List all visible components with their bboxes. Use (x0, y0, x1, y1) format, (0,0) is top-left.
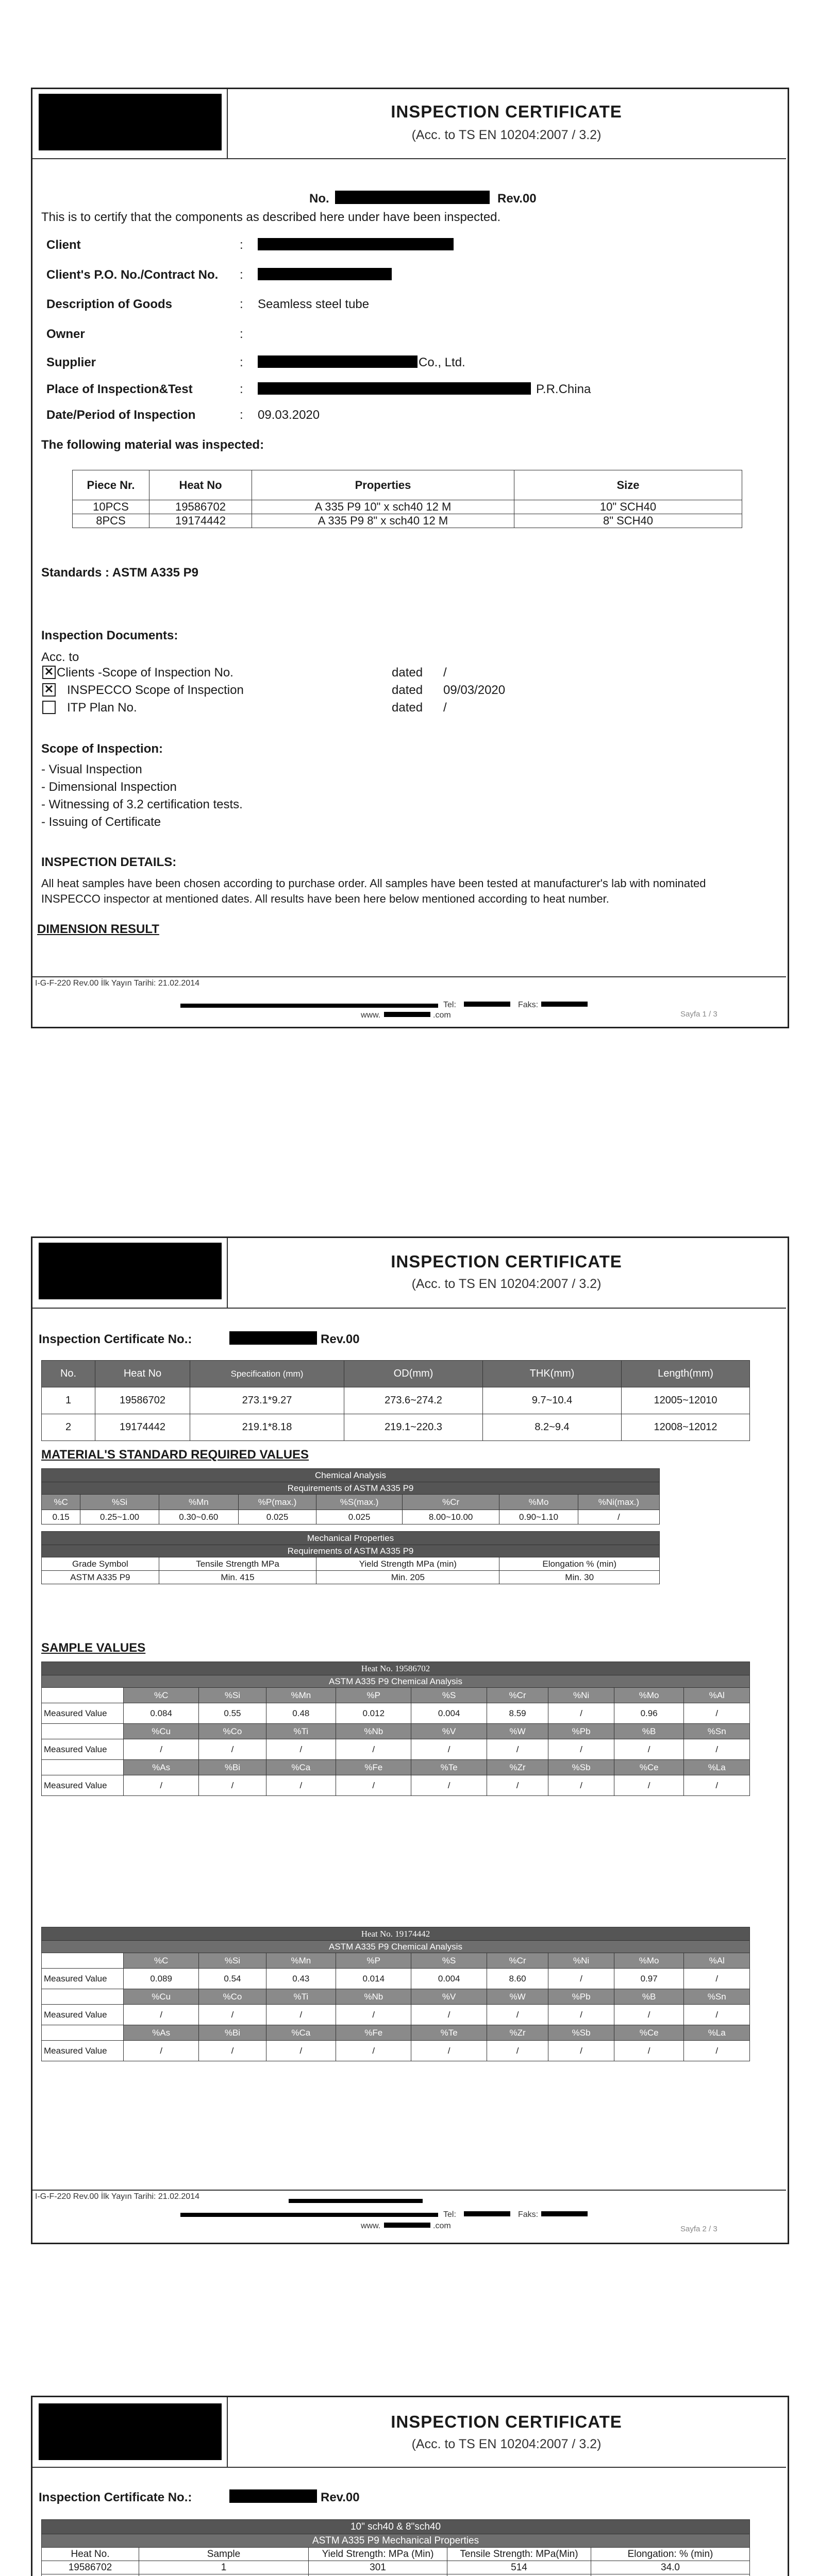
mechanical-results-table: 10" sch40 & 8"sch40 ASTM A335 P9 Mechanical Properties Heat No. Sample Yield Strength: MPa (Min) Tensile Strength: MPa(Min) Elongation: % (min) 19586702 1 301 514 34.0 (41, 2519, 750, 2576)
form-code: I-G-F-220 Rev.00 İlk Yayın Tarihi: 21.02.2014 (35, 2192, 199, 2201)
rev-label: Rev.00 (497, 192, 537, 206)
field-label: Client (46, 238, 81, 252)
field-label: Place of Inspection&Test (46, 382, 193, 396)
material-heading: The following material was inspected: (41, 438, 264, 452)
dimension-table: No. Heat No Specification (mm) OD(mm) THK(mm) Length(mm) 1 19586702 273.1*9.27 273.6~274.2 9.7~10.4 12005~12010 2 19174442 219.1*8.18 219.1~220.3 8.2~9.4 12008~12012 (41, 1360, 750, 1441)
doc-checkbox[interactable]: ✕ (42, 683, 56, 697)
details-text: INSPECCO inspector at mentioned dates. All results have been here below mentioned according to heat number. (41, 892, 609, 905)
chemical-requirements-table: Chemical Analysis Requirements of ASTM A335 P9 %C %Si %Mn %P(max.) %S(max.) %Cr %Mo %Ni(max.) 0.15 0.25~1.00 0.30~0.60 0.025 0.025 8.00~10.00 0.90~1.10 / Mechanical Properties Requirements of ASTM A335 P9 Grade Symbol Tensile Strength MPa Yield Strength MPa (min) Elongation % (min) ASTM A335 P9 Min. 415 Min. 205 Min. 30 (41, 1468, 660, 1584)
doc-label: INSPECCO Scope of Inspection (67, 683, 244, 697)
form-code: I-G-F-220 Rev.00 İlk Yayın Tarihi: 21.02.2014 (35, 979, 199, 988)
logo-redaction (39, 2403, 222, 2460)
table-row: 1 19586702 273.1*9.27 273.6~274.2 9.7~10.4 12005~12010 (42, 1387, 750, 1414)
table-row: 8PCS 19174442 A 335 P9 8" x sch40 12 M 8" SCH40 (73, 514, 742, 528)
certify-text: This is to certify that the components as described here under have been inspected. (41, 210, 501, 224)
standards-line: Standards : ASTM A335 P9 (41, 566, 198, 580)
page-number: Sayfa 1 / 3 (680, 1010, 717, 1019)
cert-no-label: No. (309, 192, 329, 206)
page-number: Sayfa 2 / 3 (680, 2225, 717, 2233)
field-label: Client's P.O. No./Contract No. (46, 268, 219, 282)
field-value: 09.03.2020 (258, 408, 320, 422)
cert-no-label: Inspection Certificate No.: (39, 1332, 192, 1346)
doc-checkbox[interactable] (42, 701, 56, 714)
doc-label: ITP Plan No. (67, 701, 137, 715)
sample-table-1: Heat No. 19586702 ASTM A335 P9 Chemical Analysis %C %Si %Mn %P %S %Cr %Ni %Mo %Al Measured Value 0.084 0.55 0.48 0.012 0.004 8.59 / 0.96 / %Cu %Co %Ti %Nb %V %W %Pb %B %Sn Measured Value / / / / / / / / / %As %Bi %Ca %Fe %Te %Zr %Sb %Ce %La Measured Value / / / / / / / / / (41, 1662, 750, 1796)
scope-item: - Visual Inspection (41, 762, 142, 776)
page-subtitle: (Acc. to TS EN 10204:2007 / 3.2) (411, 1277, 602, 1291)
rev-label: Rev.00 (321, 1332, 360, 1346)
sample-table-2: Heat No. 19174442 ASTM A335 P9 Chemical Analysis %C %Si %Mn %P %S %Cr %Ni %Mo %Al Measured Value 0.089 0.54 0.43 0.014 0.004 8.60 / 0.97 / %Cu %Co %Ti %Nb %V %W %Pb %B %Sn Measured Value / / / / / / / / / %As %Bi %Ca %Fe %Te %Zr %Sb %Ce %La Measured Value / / / / / / / / / (41, 1927, 750, 2061)
page-title: INSPECTION CERTIFICATE (391, 1252, 622, 1271)
field-value: Co., Ltd. (419, 355, 465, 369)
scope-heading: Scope of Inspection: (41, 742, 163, 756)
sample-heading: SAMPLE VALUES (41, 1641, 146, 1655)
dimension-result-heading: DIMENSION RESULT (37, 922, 159, 936)
table-row: 10PCS 19586702 A 335 P9 10" x sch40 12 M 10" SCH40 (73, 500, 742, 514)
field-label: Date/Period of Inspection (46, 408, 196, 422)
logo-redaction (39, 94, 222, 150)
doc-label: Clients -Scope of Inspection No. (57, 666, 233, 680)
material-table: Piece Nr. Heat No Properties Size 10PCS 19586702 A 335 P9 10" x sch40 12 M 10" SCH40 8PCS 19174442 A 335 P9 8" x sch40 12 M 8" SCH40 (72, 470, 742, 528)
logo-redaction (39, 1243, 222, 1299)
scope-item: - Issuing of Certificate (41, 815, 161, 829)
cert-no-label: Inspection Certificate No.: (39, 2490, 192, 2504)
table-row: 2 19174442 219.1*8.18 219.1~220.3 8.2~9.4 12008~12012 (42, 1414, 750, 1441)
page-subtitle: (Acc. to TS EN 10204:2007 / 3.2) (411, 128, 602, 142)
details-text: All heat samples have been chosen according to purchase order. All samples have been tested at manufacturer's lab with nominated (41, 877, 706, 890)
acc-to: Acc. to (41, 650, 79, 664)
table-row (42, 2574, 750, 2576)
page-title: INSPECTION CERTIFICATE (391, 102, 622, 121)
field-value: P.R.China (536, 382, 591, 396)
docs-heading: Inspection Documents: (41, 629, 178, 642)
page-title: INSPECTION CERTIFICATE (391, 2412, 622, 2431)
field-label: Owner (46, 327, 85, 341)
scope-item: - Dimensional Inspection (41, 780, 177, 794)
field-label: Supplier (46, 355, 96, 369)
table-row: 19586702 1 301 514 34.0 (42, 2561, 750, 2574)
scope-item: - Witnessing of 3.2 certification tests. (41, 798, 243, 811)
doc-checkbox[interactable]: ✕ (42, 666, 56, 679)
field-value: Seamless steel tube (258, 297, 370, 311)
field-label: Description of Goods (46, 297, 173, 311)
page-subtitle: (Acc. to TS EN 10204:2007 / 3.2) (411, 2437, 602, 2451)
std-heading: MATERIAL'S STANDARD REQUIRED VALUES (41, 1448, 309, 1462)
rev-label: Rev.00 (321, 2490, 360, 2504)
cert-no-redaction (335, 191, 490, 204)
details-heading: INSPECTION DETAILS: (41, 855, 177, 869)
